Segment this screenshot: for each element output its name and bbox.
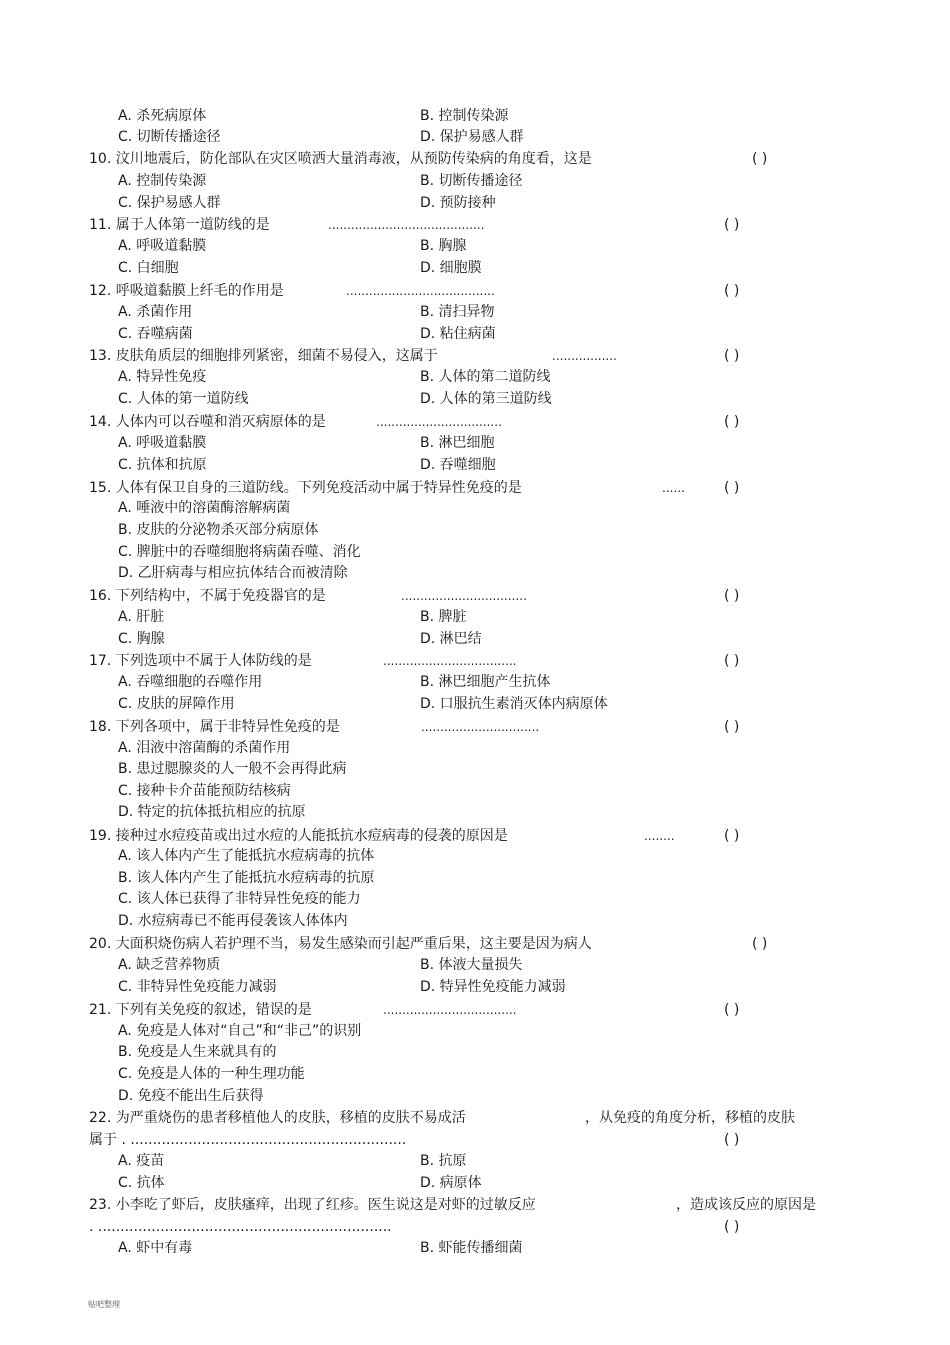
q13-stem: 13. 皮肤角质层的细胞排列紧密，细菌不易侵入，这属于 bbox=[89, 348, 438, 364]
q22-option-b: B. 抗原 bbox=[420, 1153, 467, 1169]
q20-option-a: A. 缺乏营养物质 bbox=[118, 957, 221, 973]
q20-option-b: B. 体液大量损失 bbox=[420, 957, 523, 973]
q19-option-a: A. 该人体内产生了能抵抗水痘病毒的抗体 bbox=[118, 848, 375, 864]
q19-answer-paren: ( ) bbox=[724, 828, 740, 844]
q11-option-c: C. 白细胞 bbox=[118, 260, 179, 276]
q23-stem-line2: . .................................................................. bbox=[89, 1219, 392, 1235]
q18-answer-paren: ( ) bbox=[724, 719, 740, 735]
q23-answer-paren: ( ) bbox=[724, 1219, 740, 1235]
q21-option-d: D. 免疫不能出生后获得 bbox=[118, 1088, 264, 1104]
q23-stem-line1-tail: ，造成该反应的原因是 bbox=[676, 1197, 816, 1213]
q12-answer-paren: ( ) bbox=[724, 283, 740, 299]
q17-option-a: A. 吞噬细胞的吞噬作用 bbox=[118, 674, 263, 690]
q19-dots: ........ bbox=[644, 829, 675, 843]
q13-option-c: C. 人体的第一道防线 bbox=[118, 391, 249, 407]
q12-option-a: A. 杀菌作用 bbox=[118, 304, 193, 320]
q15-option-d: D. 乙肝病毒与相应抗体结合而被清除 bbox=[118, 565, 348, 581]
q9-option-d: D. 保护易感人群 bbox=[420, 129, 524, 145]
q17-option-c: C. 皮肤的屏障作用 bbox=[118, 696, 235, 712]
q9-option-b: B. 控制传染源 bbox=[420, 108, 509, 124]
page-footer: 贴吧整理 bbox=[88, 1300, 120, 1309]
q14-option-a: A. 呼吸道黏膜 bbox=[118, 435, 207, 451]
q14-answer-paren: ( ) bbox=[724, 414, 740, 430]
q22-option-a: A. 疫苗 bbox=[118, 1153, 165, 1169]
q19-option-b: B. 该人体内产生了能抵抗水痘病毒的抗原 bbox=[118, 870, 375, 886]
q22-option-d: D. 病原体 bbox=[420, 1175, 482, 1191]
q16-option-a: A. 肝脏 bbox=[118, 609, 165, 625]
q11-option-d: D. 细胞膜 bbox=[420, 260, 482, 276]
q10-option-c: C. 保护易感人群 bbox=[118, 195, 221, 211]
q17-stem: 17. 下列选项中不属于人体防线的是 bbox=[89, 653, 312, 669]
q10-option-b: B. 切断传播途径 bbox=[420, 173, 523, 189]
q12-option-b: B. 清扫异物 bbox=[420, 304, 495, 320]
q12-stem: 12. 呼吸道黏膜上纤毛的作用是 bbox=[89, 283, 284, 299]
q22-stem-line1-tail: ，从免疫的角度分析，移植的皮肤 bbox=[585, 1110, 795, 1126]
q18-dots: ............................... bbox=[421, 720, 540, 734]
q21-option-a: A. 免疫是人体对“自己”和“非己”的识别 bbox=[118, 1023, 362, 1039]
q18-stem: 18. 下列各项中，属于非特异性免疫的是 bbox=[89, 719, 340, 735]
q16-option-c: C. 胸腺 bbox=[118, 631, 165, 647]
q14-stem: 14. 人体内可以吞噬和消灭病原体的是 bbox=[89, 414, 326, 430]
q18-option-d: D. 特定的抗体抵抗相应的抗原 bbox=[118, 804, 306, 820]
q19-stem: 19. 接种过水痘疫苗或出过水痘的人能抵抗水痘病毒的侵袭的原因是 bbox=[89, 828, 508, 844]
q16-option-d: D. 淋巴结 bbox=[420, 631, 482, 647]
q23-option-b: B. 虾能传播细菌 bbox=[420, 1240, 523, 1256]
q15-option-b: B. 皮肤的分泌物杀灭部分病原体 bbox=[118, 522, 319, 538]
q13-option-a: A. 特异性免疫 bbox=[118, 369, 207, 385]
q9-option-c: C. 切断传播途径 bbox=[118, 129, 221, 145]
q13-option-d: D. 人体的第三道防线 bbox=[420, 391, 552, 407]
q10-answer-paren: ( ) bbox=[752, 151, 768, 167]
q15-stem: 15. 人体有保卫自身的三道防线。下列免疫活动中属于特异性免疫的是 bbox=[89, 480, 522, 496]
q14-dots: ................................. bbox=[376, 415, 502, 429]
q15-answer-paren: ( ) bbox=[724, 480, 740, 496]
q16-dots: ................................. bbox=[401, 589, 527, 603]
q13-option-b: B. 人体的第二道防线 bbox=[420, 369, 551, 385]
q18-option-c: C. 接种卡介苗能预防结核病 bbox=[118, 783, 291, 799]
q22-answer-paren: ( ) bbox=[724, 1132, 740, 1148]
q20-option-d: D. 特异性免疫能力减弱 bbox=[420, 979, 566, 995]
q16-answer-paren: ( ) bbox=[724, 588, 740, 604]
q14-option-c: C. 抗体和抗原 bbox=[118, 457, 207, 473]
q11-answer-paren: ( ) bbox=[724, 217, 740, 233]
q15-option-a: A. 唾液中的溶菌酶溶解病菌 bbox=[118, 500, 291, 516]
q19-option-d: D. 水痘病毒已不能再侵袭该人体体内 bbox=[118, 913, 348, 929]
q12-option-d: D. 粘住病菌 bbox=[420, 326, 496, 342]
q17-option-b: B. 淋巴细胞产生抗体 bbox=[420, 674, 551, 690]
q14-option-d: D. 吞噬细胞 bbox=[420, 457, 496, 473]
q17-dots: ................................... bbox=[383, 654, 517, 668]
q21-answer-paren: ( ) bbox=[724, 1002, 740, 1018]
q21-option-c: C. 免疫是人体的一种生理功能 bbox=[118, 1066, 305, 1082]
q16-option-b: B. 脾脏 bbox=[420, 609, 467, 625]
q10-option-d: D. 预防接种 bbox=[420, 195, 496, 211]
q13-answer-paren: ( ) bbox=[724, 348, 740, 364]
q14-option-b: B. 淋巴细胞 bbox=[420, 435, 495, 451]
q15-dots: ...... bbox=[662, 481, 685, 495]
q12-dots: ....................................... bbox=[346, 284, 495, 298]
q10-stem: 10. 汶川地震后，防化部队在灾区喷洒大量消毒液，从预防传染病的角度看，这是 bbox=[89, 151, 592, 167]
q23-stem-line1: 23. 小李吃了虾后，皮肤瘙痒，出现了红疹。医生说这是对虾的过敏反应 bbox=[89, 1197, 536, 1213]
q11-dots: ......................................... bbox=[328, 218, 485, 232]
q9-option-a: A. 杀死病原体 bbox=[118, 108, 207, 124]
q21-stem: 21. 下列有关免疫的叙述，错误的是 bbox=[89, 1002, 312, 1018]
q11-option-a: A. 呼吸道黏膜 bbox=[118, 238, 207, 254]
q22-stem-line2: 属于 . .............................................................. bbox=[89, 1132, 407, 1148]
q15-option-c: C. 脾脏中的吞噬细胞将病菌吞噬、消化 bbox=[118, 544, 361, 560]
q12-option-c: C. 吞噬病菌 bbox=[118, 326, 193, 342]
q18-option-a: A. 泪液中溶菌酶的杀菌作用 bbox=[118, 740, 291, 756]
q10-option-a: A. 控制传染源 bbox=[118, 173, 207, 189]
q21-option-b: B. 免疫是人生来就具有的 bbox=[118, 1044, 277, 1060]
q18-option-b: B. 患过腮腺炎的人一般不会再得此病 bbox=[118, 761, 347, 777]
q20-stem: 20. 大面积烧伤病人若护理不当，易发生感染而引起严重后果，这主要是因为病人 bbox=[89, 936, 592, 952]
q11-option-b: B. 胸腺 bbox=[420, 238, 467, 254]
q23-option-a: A. 虾中有毒 bbox=[118, 1240, 193, 1256]
q11-stem: 11. 属于人体第一道防线的是 bbox=[89, 217, 270, 233]
q16-stem: 16. 下列结构中，不属于免疫器官的是 bbox=[89, 588, 326, 604]
q13-dots: ................. bbox=[552, 349, 617, 363]
q17-answer-paren: ( ) bbox=[724, 653, 740, 669]
q20-answer-paren: ( ) bbox=[752, 936, 768, 952]
q22-stem-line1: 22. 为严重烧伤的患者移植他人的皮肤，移植的皮肤不易成活 bbox=[89, 1110, 466, 1126]
q19-option-c: C. 该人体已获得了非特异性免疫的能力 bbox=[118, 891, 361, 907]
q20-option-c: C. 非特异性免疫能力减弱 bbox=[118, 979, 277, 995]
q17-option-d: D. 口服抗生素消灭体内病原体 bbox=[420, 696, 608, 712]
q21-dots: ................................... bbox=[383, 1003, 517, 1017]
q22-option-c: C. 抗体 bbox=[118, 1175, 165, 1191]
